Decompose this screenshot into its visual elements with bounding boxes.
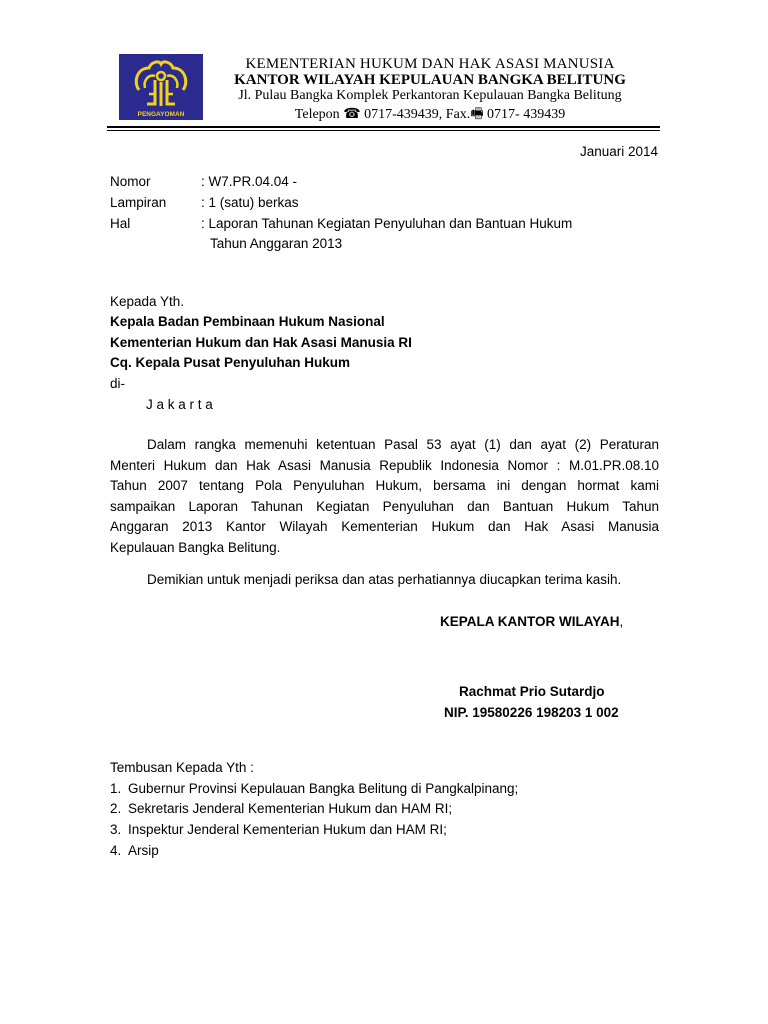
- paragraph-line: Tahun 2007 tentang Pola Penyuluhan Hukum, bersama ini dengan hormat kami: [110, 478, 659, 494]
- phone-icon: ☎: [343, 107, 361, 122]
- letterhead-contact: [207, 103, 653, 127]
- letterhead-ministry: KEMENTERIAN HUKUM DAN HAK ASASI MANUSIA: [245, 56, 615, 72]
- svg-text:PENGAYOMAN: PENGAYOMAN: [137, 111, 185, 118]
- cc-item-text: Inspektur Jenderal Kementerian Hukum dan HAM RI;: [128, 822, 447, 837]
- signatory-nip: NIP. 19580226 198203 1 002: [444, 705, 619, 720]
- signature-title-comma: ,: [619, 614, 624, 629]
- hal-value-line1: : Laporan Tahunan Kegiatan Penyuluhan dan Bantuan Hukum: [201, 216, 573, 231]
- ministry-logo: [119, 54, 203, 120]
- cc-item-number: 3.: [110, 822, 122, 837]
- lampiran-label: Lampiran: [110, 195, 167, 210]
- phone-prefix: Telepon: [294, 107, 344, 122]
- letterhead-office: KANTOR WILAYAH KEPULAUAN BANGKA BELITUNG: [234, 72, 626, 88]
- letterhead-rule-thin: [107, 130, 660, 131]
- cc-item-number: 2.: [110, 801, 122, 816]
- cc-item-text: Gubernur Provinsi Kepulauan Bangka Belitung di Pangkalpinang;: [128, 781, 519, 796]
- paragraph-line: Kepulauan Bangka Belitung.: [110, 539, 281, 555]
- hal-value-line2: Tahun Anggaran 2013: [210, 236, 343, 251]
- paragraph-line: sampaikan Laporan Tahunan Kegiatan Penyuluhan dan Bantuan Hukum Tahun: [110, 498, 659, 514]
- lampiran-value: : 1 (satu) berkas: [201, 195, 299, 210]
- hal-label: Hal: [110, 216, 131, 231]
- paragraph-line: Dalam rangka memenuhi ketentuan Pasal 53 ayat (1) dan ayat (2) Peraturan: [147, 437, 659, 452]
- cc-item-number: 4.: [110, 843, 122, 858]
- fax-icon: 🖷: [470, 107, 484, 122]
- recipient-line2: Kementerian Hukum dan Hak Asasi Manusia RI: [110, 335, 412, 350]
- letter-date: Januari 2014: [579, 144, 658, 159]
- pengayoman-emblem-icon: [119, 54, 203, 120]
- signatory-name: Rachmat Prio Sutardjo: [459, 684, 605, 699]
- cc-item-text: Arsip: [128, 843, 159, 858]
- recipient-line3: Cq. Kepala Pusat Penyuluhan Hukum: [110, 355, 351, 370]
- fax-number: 0717- 439439: [483, 107, 566, 122]
- phone-number: 0717-439439, Fax.: [360, 107, 471, 122]
- body-paragraph-2: Demikian untuk menjadi periksa dan atas perhatiannya diucapkan terima kasih.: [147, 572, 622, 587]
- paragraph-line: Menteri Hukum dan Hak Asasi Manusia Republik Indonesia Nomor : M.01.PR.08.10: [110, 457, 659, 473]
- cc-item-text: Sekretaris Jenderal Kementerian Hukum dan HAM RI;: [128, 801, 453, 816]
- paragraph-line: Anggaran 2013 Kantor Wilayah Kementerian Hukum dan Hak Asasi Manusia: [110, 519, 659, 535]
- signature-title: [440, 614, 623, 629]
- letterhead-address: Jl. Pulau Bangka Komplek Perkantoran Kepulauan Bangka Belitung: [238, 88, 622, 103]
- recipient-city: J a k a r t a: [146, 397, 213, 412]
- body-paragraph-1: [110, 435, 659, 559]
- recipient-line1: Kepala Badan Pembinaan Hukum Nasional: [110, 314, 385, 329]
- cc-heading: Tembusan Kepada Yth :: [110, 760, 254, 775]
- cc-item-number: 1.: [110, 781, 122, 796]
- recipient-greeting: Kepada Yth.: [110, 294, 185, 309]
- recipient-di: di-: [110, 376, 126, 391]
- nomor-label: Nomor: [110, 174, 151, 189]
- letterhead-rule-thick: [107, 126, 660, 128]
- signature-title-text: KEPALA KANTOR WILAYAH: [440, 614, 620, 629]
- nomor-value: : W7.PR.04.04 -: [201, 174, 298, 189]
